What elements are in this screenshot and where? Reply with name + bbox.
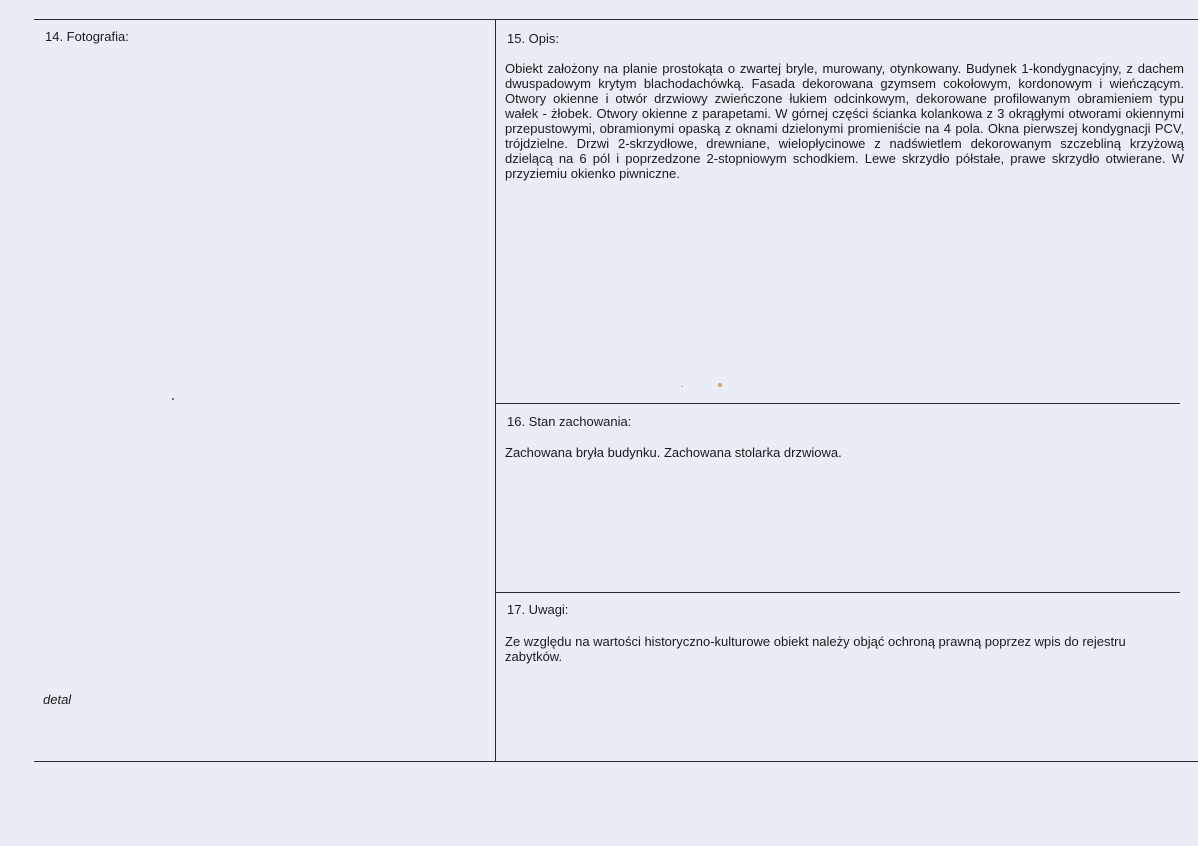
bottom-rule — [34, 761, 1198, 762]
stan-text: Zachowana bryła budynku. Zachowana stolarka drzwiowa. — [505, 445, 842, 460]
stan-bottom-rule — [495, 592, 1180, 593]
uwagi-heading: 17. Uwagi: — [507, 602, 569, 617]
scan-speck — [718, 383, 722, 387]
opis-bottom-rule — [495, 403, 1180, 404]
column-divider — [495, 19, 496, 762]
opis-text: Obiekt założony na planie prostokąta o zwartej bryle, murowany, otynkowany. Budynek 1-kondygnacyjny, z dachem dwuspadowym krytym blachodachówką. Fasada dekorowana gzymsem cokołowym, kordonowym i wieńczącym. Otwory okienne i otwór drzwiowy zwieńczone łukiem odcinkowym, dekorowane profilowanym obramieniem typu wałek - żłobek. Otwory okienne z parapetami. W górnej części ścianka kolankowa z 3 okrągłymi otworami okiennymi przepustowymi, obramionymi opaską z oknami dzielonymi promieniście na 4 pola. Okna pierwszej kondygnacji PCV, trójdzielne. Drzwi 2-skrzydłowe, drewniane, wielopłycinowe z nadświetlem dekorowanym szczebliną krzyżową dzielącą na 6 pól i poprzedzone 2-stopniowym schodkiem. Lewe skrzydło półstałe, prawe skrzydło otwierane. W przyziemiu okienko piwniczne. — [505, 61, 1184, 181]
photo-caption: detal — [43, 692, 72, 707]
top-rule — [34, 19, 1198, 20]
photo-heading: 14. Fotografia: — [45, 29, 129, 44]
scan-speck — [681, 386, 683, 387]
opis-heading: 15. Opis: — [507, 31, 560, 46]
uwagi-text: Ze względu na wartości historyczno-kulturowe obiekt należy objąć ochroną prawną poprzez wpis do rejestru zabytków. — [505, 634, 1126, 664]
stan-heading: 16. Stan zachowania: — [507, 414, 632, 429]
scan-speck — [172, 398, 174, 400]
